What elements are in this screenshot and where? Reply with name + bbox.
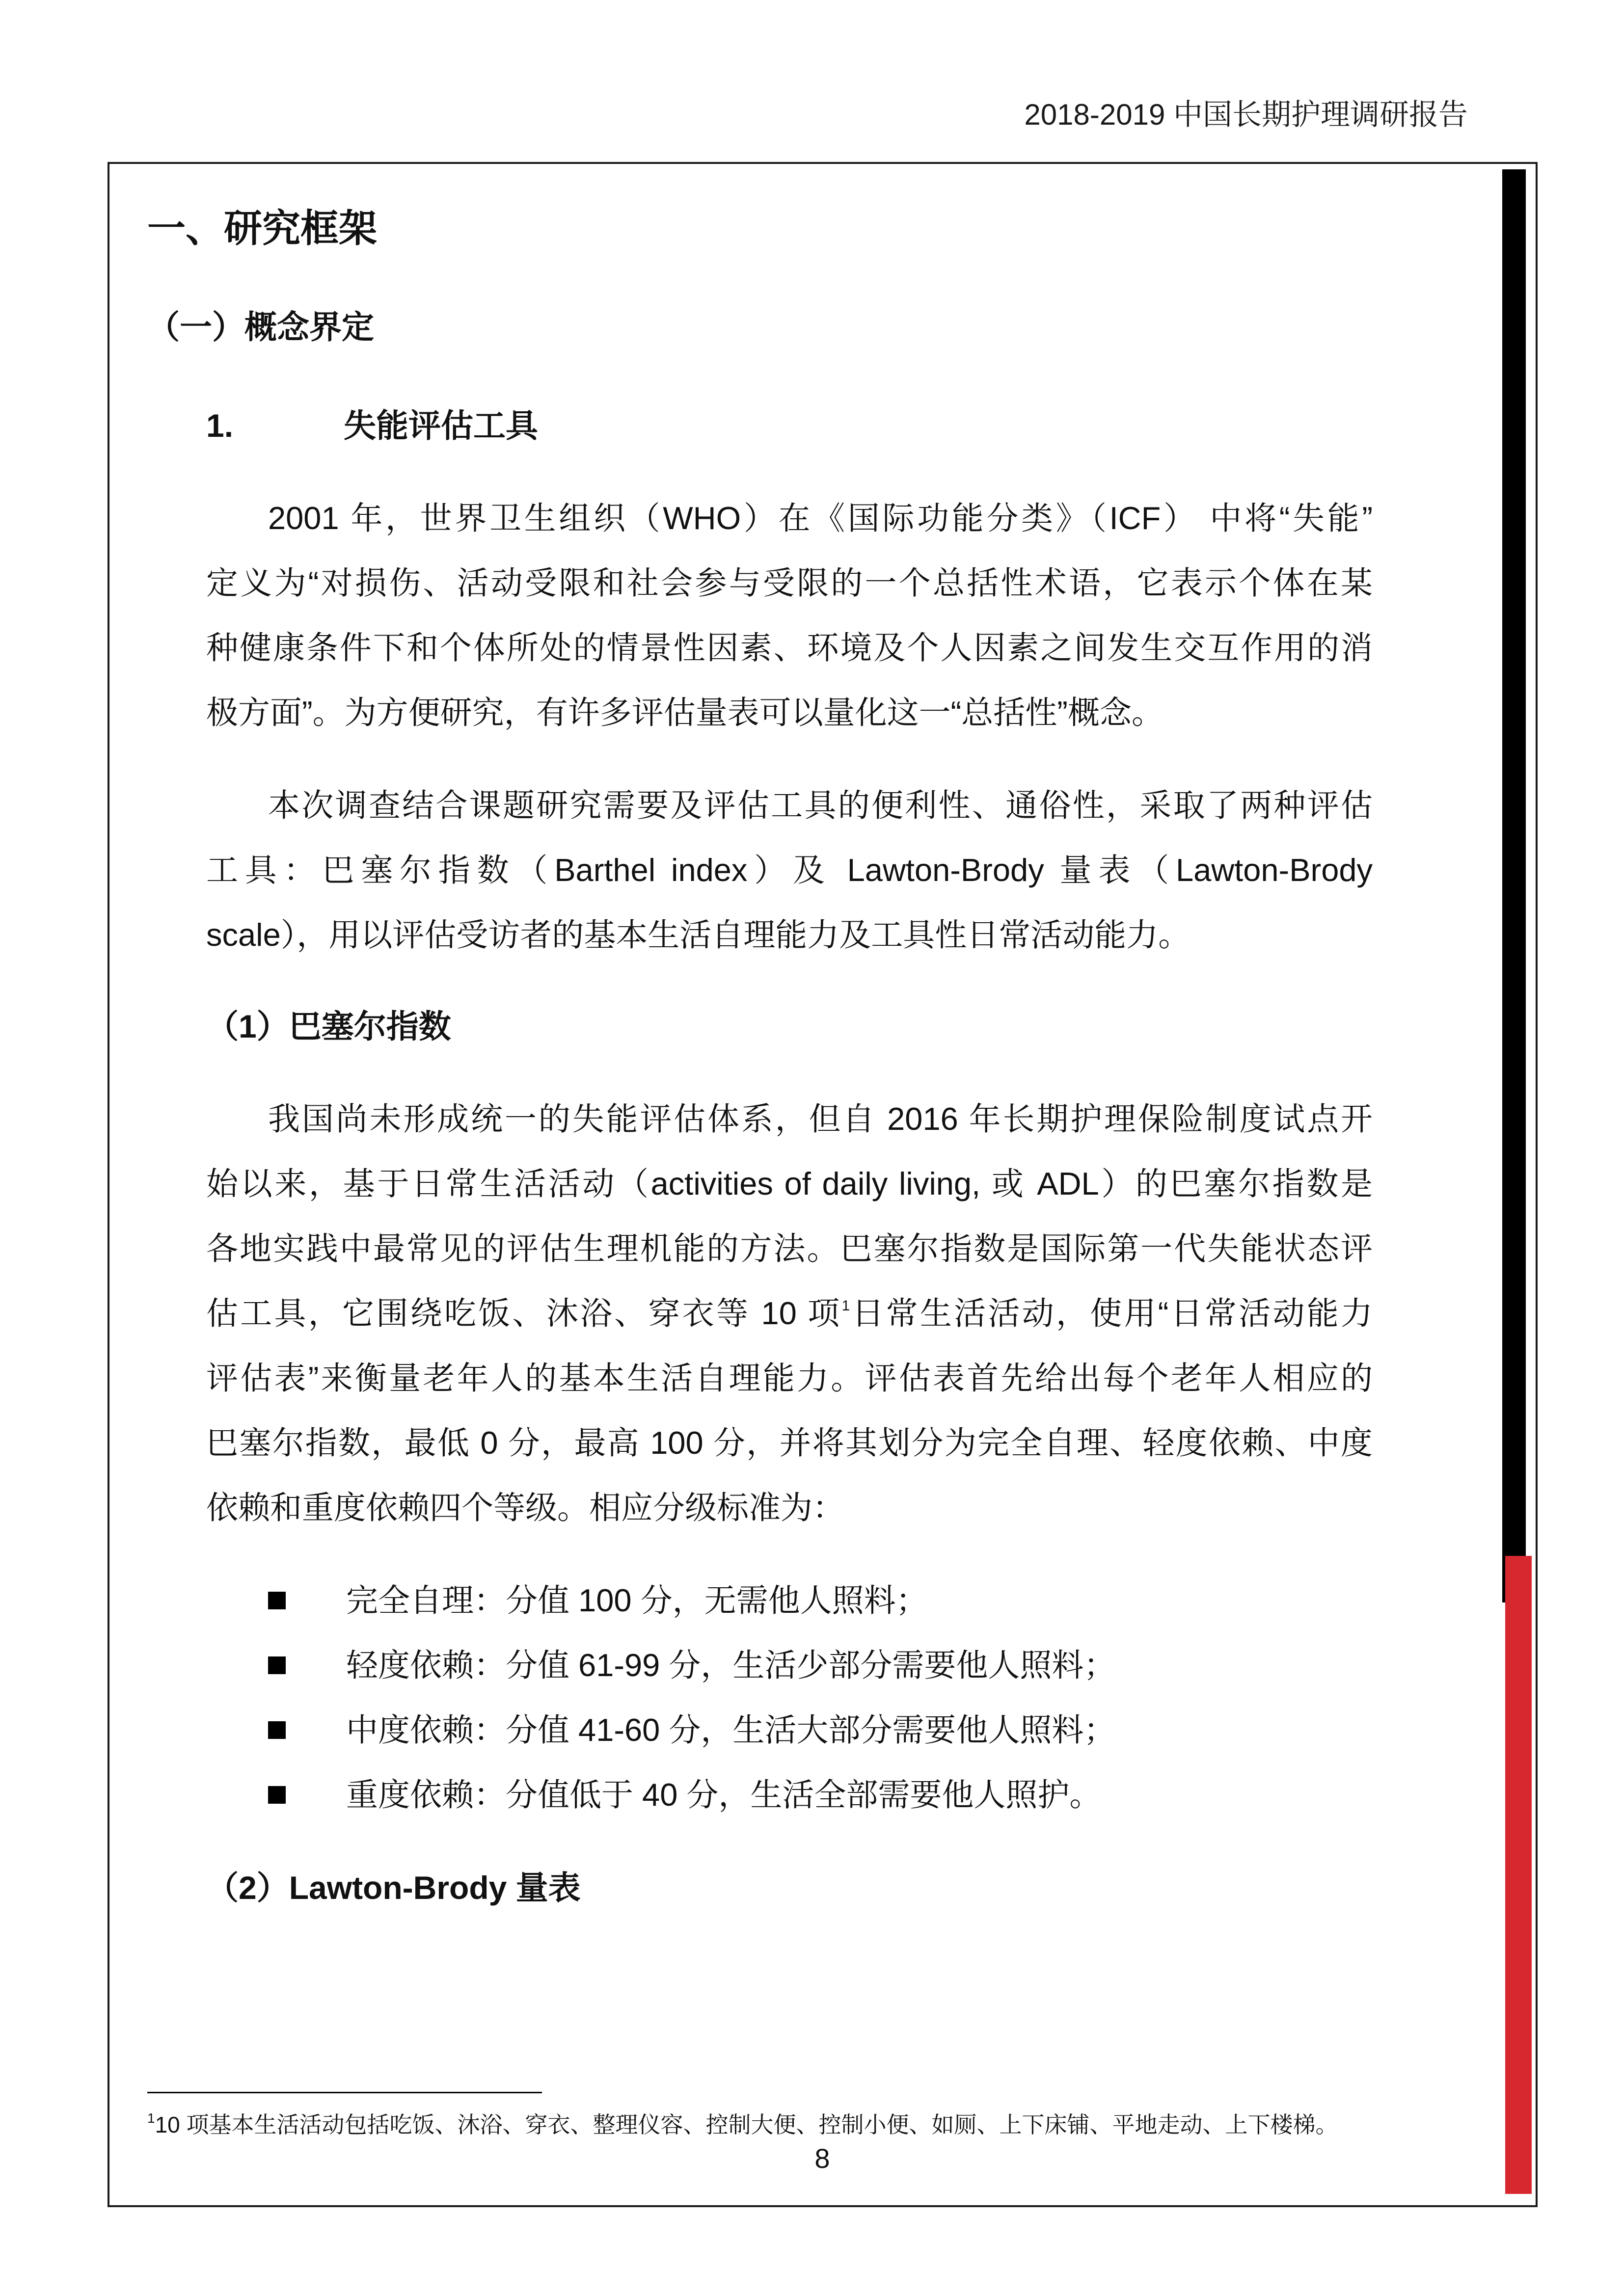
list-item-text: 轻度依赖：分值 61-99 分，生活少部分需要他人照料； bbox=[346, 1647, 1116, 1683]
square-bullet-icon bbox=[268, 1786, 286, 1804]
paragraph-barthel-index bbox=[206, 1087, 1373, 1540]
item-title: 失能评估工具 bbox=[344, 407, 538, 444]
list-item-text: 完全自理：分值 100 分，无需他人照料； bbox=[346, 1582, 928, 1618]
paragraph-line: 定义为“对损伤、活动受限和社会参与受限的一个总括性术语，它表示个体在某 bbox=[206, 565, 1373, 601]
list-item-text: 重度依赖：分值低于 40 分，生活全部需要他人照护。 bbox=[346, 1777, 1102, 1813]
side-bar-black bbox=[1502, 169, 1526, 1602]
paragraph-line: 我国尚未形成统一的失能评估体系，但自 2016 年长期护理保险制度试点开 bbox=[268, 1101, 1373, 1137]
line-text: 日常生活活动，使用“日常活动能力 bbox=[850, 1295, 1373, 1331]
list-item bbox=[206, 1698, 1373, 1762]
line-text: 估工具，它围绕吃饭、沐浴、穿衣等 10 项 bbox=[206, 1295, 842, 1331]
grading-standards-list bbox=[206, 1568, 1373, 1827]
paragraph-line: 工具：巴塞尔指数（Barthel index）及 Lawton-Brody 量表（Lawton-Brody bbox=[206, 852, 1373, 888]
list-item bbox=[206, 1762, 1373, 1827]
paragraph-line: 评估表”来衡量老年人的基本生活自理能力。评估表首先给出每个老年人相应的 bbox=[206, 1360, 1373, 1396]
footnote-divider bbox=[147, 2092, 542, 2093]
paragraph-line: scale），用以评估受访者的基本生活自理能力及工具性日常活动能力。 bbox=[206, 917, 1190, 953]
paragraph-line: 各地实践中最常见的评估生理机能的方法。巴塞尔指数是国际第一代失能状态评 bbox=[206, 1230, 1373, 1266]
subheading-lawton-brody-scale: （2）Lawton-Brody 量表 bbox=[206, 1869, 581, 1906]
report-header-title: 2018-2019 中国长期护理调研报告 bbox=[1024, 98, 1468, 131]
list-item bbox=[206, 1633, 1373, 1698]
paragraph-line: 依赖和重度依赖四个等级。相应分级标准为： bbox=[206, 1490, 845, 1525]
footnote bbox=[147, 2110, 1338, 2139]
paragraph-line: 始以来，基于日常生活活动（activities of daily living, 或 ADL）的巴塞尔指数是 bbox=[206, 1166, 1373, 1201]
footnote-reference: 1 bbox=[841, 1298, 850, 1314]
paragraph-line: 本次调查结合课题研究需要及评估工具的便利性、通俗性，采取了两种评估 bbox=[268, 787, 1373, 823]
square-bullet-icon bbox=[268, 1721, 286, 1739]
paragraph-line: 巴塞尔指数，最低 0 分，最高 100 分，并将其划分为完全自理、轻度依赖、中度 bbox=[206, 1425, 1373, 1461]
page-number: 8 bbox=[814, 2143, 830, 2174]
list-item-text: 中度依赖：分值 41-60 分，生活大部分需要他人照料； bbox=[346, 1712, 1116, 1748]
item-number: 1. bbox=[206, 407, 234, 444]
paragraph-line bbox=[206, 1281, 1373, 1346]
paragraph-disability-definition bbox=[206, 486, 1373, 745]
paragraph-line: 极方面”。为方便研究，有许多评估量表可以量化这一“总括性”概念。 bbox=[206, 694, 1163, 730]
subheading-barthel-index: （1）巴塞尔指数 bbox=[206, 1008, 451, 1044]
paragraph-assessment-tools bbox=[206, 773, 1373, 967]
section-heading: 一、研究框架 bbox=[147, 207, 378, 250]
footnote-text: 10 项基本生活活动包括吃饭、沐浴、穿衣、整理仪容、控制大便、控制小便、如厕、上下床铺、平地走动、上下楼梯。 bbox=[155, 2112, 1338, 2137]
subsection-heading: （一）概念界定 bbox=[147, 309, 374, 345]
footnote-marker: 1 bbox=[147, 2110, 155, 2126]
paragraph-line: 种健康条件下和个体所处的情景性因素、环境及个人因素之间发生交互作用的消 bbox=[206, 630, 1373, 666]
side-bar-red bbox=[1505, 1556, 1532, 2194]
paragraph-line: 2001 年，世界卫生组织（WHO）在《国际功能分类》（ICF） 中将“失能” bbox=[268, 500, 1373, 536]
list-item bbox=[206, 1568, 1373, 1633]
square-bullet-icon bbox=[268, 1592, 286, 1609]
square-bullet-icon bbox=[268, 1656, 286, 1674]
